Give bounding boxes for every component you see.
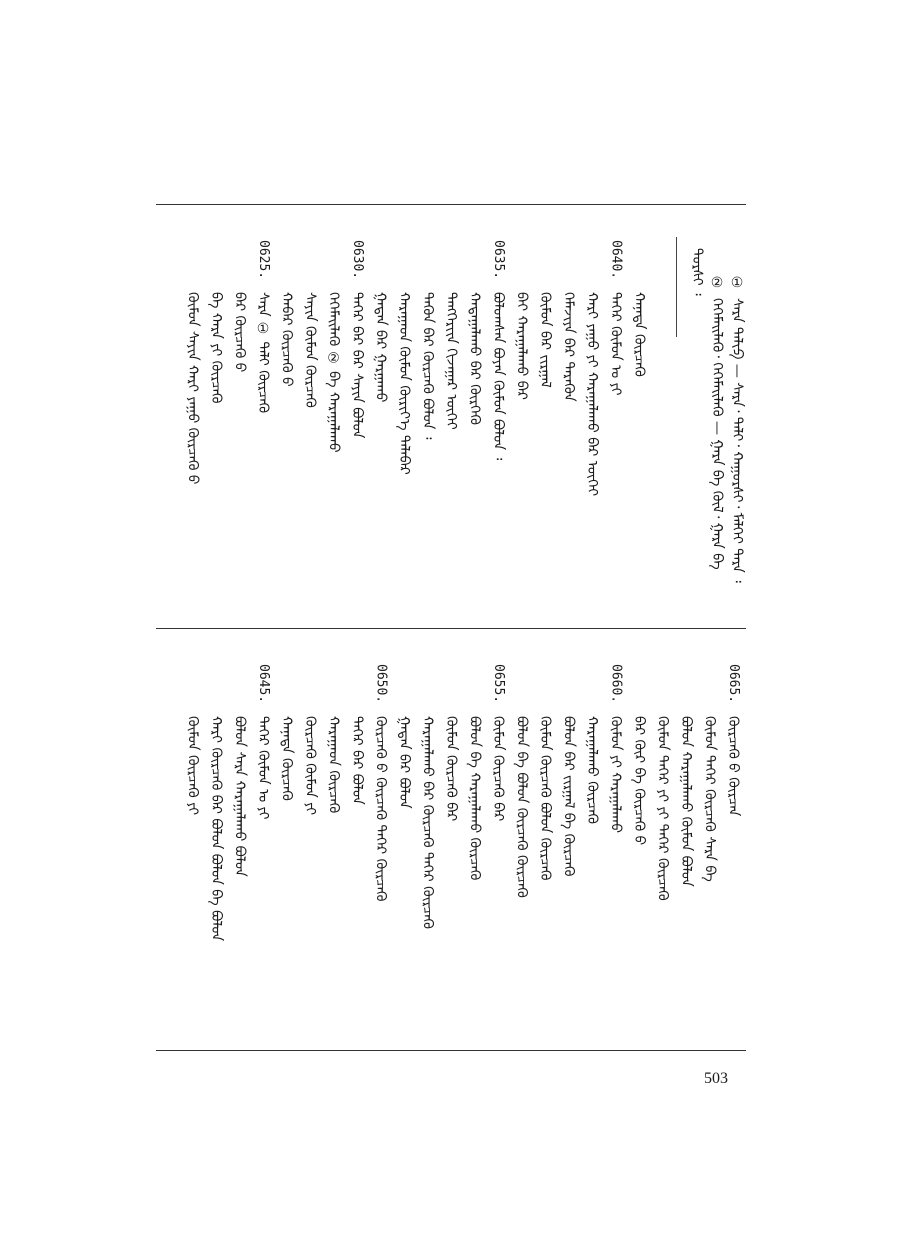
verse-line: ᠰᠠᠷᠠ ① ᠲᠠᠯᠢ ᠬᠦᠷᠴᠡᠬᠦ (255, 292, 271, 414)
verse-line: ᠬᠠᠷᠢ ᠬᠦᠷᠴᠡᠬᠦ ᠪᠡᠷ ᠪᠣᠯᠤᠨ ᠪᠣᠯᠤᠨ ᠪᠠ ᠪᠣᠯᠤᠨ (208, 716, 224, 942)
verse-line: ᠲᠡᠭᠦᠨ ᠪᠡᠷ ᠬᠦᠷᠴᠡᠬᠦ ᠪᠣᠯᠤᠨ ᠄ (419, 292, 436, 440)
verse-line: ᠬᠦᠷᠴᠡᠬᠦ ᠬᠦᠮᠦᠨ ᠶᠢ (302, 716, 318, 816)
top-rule (156, 204, 746, 205)
verse-line: ᠬᠠᠷᠠᠭᠠᠯᠠᠬᠤ ᠪᠡᠷ ᠬᠦᠷᠴᠡᠬᠦ ᠲᠡᠭᠡᠷ ᠬᠦᠷᠴᠡᠬᠦ (419, 716, 436, 929)
line-number: 0650. (373, 664, 389, 704)
footnote-marker: ① (729, 275, 745, 292)
verse-line: ᠬᠡᠭᠡᠮᠡᠢᠯᠡᠬᠦ ② ᠪᠠ ᠬᠠᠷᠠᠭᠠᠯᠠᠬᠤ (325, 292, 342, 453)
footnote-text: ᠳᠤᠷᠰᠢ ᠄ (689, 248, 705, 296)
line-number: 0640. (608, 240, 624, 280)
bottom-rule (156, 1050, 746, 1051)
verse-line: ᠬᠦᠷᠴᠡᠬᠦ ᠪ ᠬᠦᠷᠴᠡᠨ (725, 716, 741, 817)
verse-line: ᠭᠠᠳᠠᠨ ᠪᠡᠷ ᠭᠠᠷᠭᠠᠬᠤ (372, 292, 389, 403)
verse-line: ᠬᠠᠨᠠᠳᠠ ᠬᠦᠷᠴᠡᠬᠦ (631, 292, 647, 377)
verse-line: ᠬᠠᠨᠠᠳᠠ ᠬᠦᠷᠴᠡᠬᠦ (278, 716, 295, 801)
verse-line: ᠬᠦᠮᠦᠨ ᠰᠠᠶᠢᠨ ᠬᠠᠷᠢ ᠶᠠᠭᠤ ᠬᠦᠷᠴᠡᠬᠦ ᠪ (184, 292, 201, 485)
verse-line: ᠬᠦᠮᠦᠨ ᠶᠢ ᠬᠠᠷᠠᠭᠠᠯᠠᠬᠤ (607, 716, 624, 834)
verse-line: ᠪᠣᠯᠤᠨ ᠪᠡᠷ ᠵᠢᠷᠭᠠᠯ ᠪᠠ ᠬᠦᠷᠴᠡᠬᠦ (560, 716, 577, 877)
verse-line: ᠬᠠᠷᠢ ᠶᠠᠭᠤ ᠶᠢ ᠬᠠᠷᠠᠭᠠᠯᠠᠬᠤ ᠪᠠᠷ ᠦᠭᠡᠢ (584, 292, 600, 497)
verse-line: ᠬᠠᠪᠠᠷ ᠬᠦᠷᠴᠡᠬᠦ ᠪ (278, 292, 295, 387)
verse-line: ᠪᠠᠷ ᠬᠦᠷ ᠪᠠ ᠬᠦᠷᠴᠡᠬᠦ ᠪ (631, 716, 647, 846)
verse-line: ᠪᠣᠯᠤᠨ ᠪᠠ ᠪᠣᠯᠤᠨ ᠬᠦᠷᠴᠡᠬᠦ ᠬᠦᠷᠴᠡᠬᠦ (513, 716, 530, 898)
verse-line: ᠬᠠᠷᠠᠭᠠᠯᠠᠬᠤ ᠬᠦᠷᠴᠡᠬᠦ (584, 716, 600, 824)
line-number: 0655. (491, 664, 506, 704)
page-number: 503 (704, 1070, 728, 1087)
verse-line: ᠬᠦᠮᠦᠨ ᠲᠡᠭᠡᠷ ᠬᠦᠷᠴᠡᠬᠦ ᠰᠠᠷᠠ ᠪᠠ (701, 716, 718, 882)
verse-line: ᠪᠠᠢ ᠬᠠᠷᠠᠭᠠᠯᠠᠬᠤ ᠪᠡᠷ (513, 292, 530, 400)
line-number: 0645. (256, 664, 271, 704)
verse-line: ᠲᠡᠩᠭᠡᠷᠢᠢᠨ ᠬᠢᠵᠠᠭᠠᠷ ᠦᠭᠡᠢ (443, 292, 459, 430)
verse-line: ᠲᠡᠭᠡᠷ ᠪᠡᠷ ᠪᠣᠯᠤᠨ (349, 716, 365, 805)
line-number: 0635. (491, 240, 506, 280)
verse-line: ᠬᠦᠮᠦᠨ ᠬᠦᠷᠴᠡᠬᠦ ᠪᠡᠷ (443, 716, 459, 822)
verse-line: ᠪᠣᠯᠤᠨ ᠪᠠ ᠬᠠᠷᠠᠭᠠᠯᠠᠬᠤ ᠬᠦᠷᠴᠡᠬᠦ (466, 716, 483, 881)
footnote-text: ᠬᠡᠭᠡᠮᠡᠢᠯᠡᠬᠦ᠂ ᠬᠡᠭᠡᠮᠡᠢᠯᠡᠬᠦ — ᠭᠠᠷᠠ ᠪᠠ ᠬᠦᠯ᠂ ᠭᠠᠷᠠ ᠪᠠ (709, 298, 725, 570)
verse-line: ᠬᠦᠮᠦᠨ ᠬᠦᠷᠴᠡᠬᠦ ᠶᠢ (184, 716, 201, 816)
verse-line: ᠪᠠ ᠬᠠᠷᠠ ᠶᠢ ᠬᠦᠷᠴᠡᠬᠦ (208, 292, 224, 404)
verse-line: ᠬᠡᠮᠡᠵᠢᠶᠡ ᠪᠡᠷ ᠲᠡᠷᠡᠭᠦᠨ (560, 292, 577, 402)
line-number: 0665. (726, 664, 741, 704)
verse-line: ᠲᠡᠭᠡᠷ ᠬᠦᠮᠦᠨ ᠤ ᠶᠢ (255, 716, 271, 820)
line-number: 0660. (608, 664, 624, 704)
verse-line: ᠲᠡᠭᠡᠷ ᠬᠦᠮᠦᠨ ᠤ ᠶᠢ (607, 292, 624, 396)
verse-line: ᠬᠦᠷᠴᠡᠬᠦ ᠪ ᠬᠦᠷᠴᠡᠬᠦ ᠲᠡᠭᠡᠷ ᠬᠦᠷᠴᠡᠬᠦ (372, 716, 389, 902)
line-number: 0625. (256, 240, 271, 280)
verse-line: ᠰᠠᠶᠢᠨ ᠬᠦᠮᠦᠨ ᠬᠦᠷᠴᠡᠬᠦ (302, 292, 318, 408)
verse-line: ᠬᠠᠳᠠᠭᠠᠯᠠᠬᠤ ᠪᠡᠷ ᠬᠦᠷᠭᠡᠬᠦ (466, 292, 483, 425)
middle-rule (156, 628, 746, 629)
verse-line: ᠪᠣᠯᠤᠨ ᠬᠠᠷᠠᠭᠠᠯᠠᠬᠤ ᠬᠦᠮᠦᠨ ᠪᠣᠯᠤᠨ (678, 716, 694, 887)
verse-line: ᠬᠠᠷᠠᠭᠠᠳ ᠬᠦᠮᠦᠨ ᠬᠦᠷᠢᠶ᠎ᠡ ᠲᠠᠯᠠᠪᠠᠷ (396, 292, 412, 475)
verse-line: ᠬᠦᠮᠦᠨ ᠲᠡᠭᠡᠷ ᠶᠢ ᠶᠢ ᠲᠡᠭᠡᠷ ᠬᠦᠷᠴᠡᠬᠦ (654, 716, 671, 901)
footnote-text: ᠰᠠᠷᠠ ᠲᠠᠯᠢᠫ — ᠰᠠᠷᠠ᠂ ᠲᠠᠯᠢ᠂ ᠬᠠᠭᠤᠷᠰᠢ᠂ ᠮᠡᠯᠬᠡᠢ ᠲᠡᠷᠡ ᠄ (729, 298, 745, 583)
verse-line: ᠲᠡᠭᠡᠷ ᠪᠡᠷ ᠪᠡᠷ ᠰᠠᠶᠢᠨ ᠪᠣᠯᠤᠨ (349, 292, 365, 439)
footnote-separator (676, 237, 677, 337)
line-number: 0630. (350, 240, 365, 280)
verse-line: ᠬᠦᠮᠦᠨ ᠬᠦᠷᠴᠡᠬᠦ ᠪᠣᠯᠤᠨ ᠬᠦᠷᠴᠡᠬᠦ (537, 716, 553, 881)
verse-line: ᠪᠣᠯᠤᠭᠰᠠᠨ ᠪᠤᠶᠠᠨ ᠬᠦᠮᠦᠨ ᠪᠣᠯᠤᠨ ᠄ (490, 292, 506, 461)
verse-line: ᠪᠠᠷ ᠬᠦᠷᠴᠡᠬᠦ ᠪ (231, 292, 248, 373)
verse-line: ᠬᠦᠮᠦᠨ ᠪᠡᠷ ᠵᠢᠷᠭᠠᠯ (537, 292, 553, 388)
verse-line: ᠭᠠᠳᠠᠨ ᠪᠡᠷ ᠪᠣᠯᠤᠨ (396, 716, 412, 809)
footnote-marker: ② (709, 275, 725, 292)
verse-line: ᠬᠠᠷᠠᠭᠠᠳ ᠬᠦᠷᠴᠡᠬᠦ (325, 716, 342, 814)
verse-line: ᠬᠦᠮᠦᠨ ᠬᠦᠷᠴᠡᠬᠦ ᠪᠡᠷ (490, 716, 506, 822)
verse-line: ᠪᠣᠯᠤᠨ ᠰᠠᠷᠠ ᠬᠠᠷᠠᠭᠠᠯᠠᠬᠤ ᠪᠣᠯᠤᠨ (231, 716, 248, 877)
